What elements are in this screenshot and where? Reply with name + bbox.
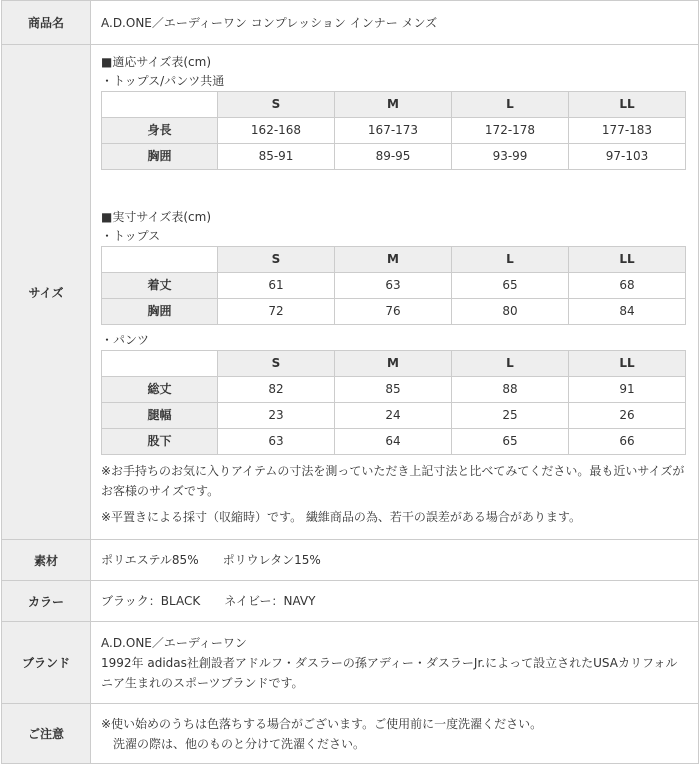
material-value: ポリエステル85% ポリウレタン15%: [91, 540, 699, 581]
spec-row-product-name: [2, 1, 699, 45]
table-cell: 82: [218, 377, 335, 403]
column-header: S: [218, 351, 335, 377]
notice-content: [91, 704, 699, 764]
notice-label: ご注意: [2, 704, 91, 764]
fit-size-table: [101, 91, 686, 170]
table-row: [102, 299, 686, 325]
column-header: L: [452, 247, 569, 273]
table-row: [102, 118, 686, 144]
table-corner: [102, 92, 218, 118]
row-header: 身長: [102, 118, 218, 144]
spec-row-notice: [2, 704, 699, 764]
pants-size-table: [101, 350, 686, 455]
table-cell: 25: [452, 403, 569, 429]
product-name-value: A.D.ONE／エーディーワン コンプレッション インナー メンズ: [91, 1, 699, 45]
column-header: L: [452, 351, 569, 377]
table-cell: 26: [569, 403, 686, 429]
tops-subtitle: ・トップス: [101, 229, 161, 243]
table-cell: 162-168: [218, 118, 335, 144]
table-cell: 66: [569, 429, 686, 455]
table-cell: 167-173: [335, 118, 452, 144]
column-header: M: [335, 92, 452, 118]
table-cell: 65: [452, 429, 569, 455]
table-cell: 72: [218, 299, 335, 325]
column-header: S: [218, 247, 335, 273]
spec-row-color: [2, 581, 699, 622]
table-cell: 24: [335, 403, 452, 429]
brand-label: ブランド: [2, 622, 91, 704]
fit-size-subtitle: ・トップス/パンツ共通: [101, 74, 225, 88]
table-cell: 84: [569, 299, 686, 325]
row-header: 着丈: [102, 273, 218, 299]
size-label: サイズ: [2, 45, 91, 540]
size-content: [91, 45, 699, 540]
table-cell: 80: [452, 299, 569, 325]
column-header: M: [335, 247, 452, 273]
color-label: カラー: [2, 581, 91, 622]
spacer: [101, 170, 688, 189]
table-cell: 61: [218, 273, 335, 299]
brand-name: A.D.ONE／エーディーワン: [101, 635, 247, 650]
brand-content: [91, 622, 699, 704]
table-row: [102, 403, 686, 429]
row-header: 胸囲: [102, 144, 218, 170]
material-label: 素材: [2, 540, 91, 581]
table-cell: 63: [335, 273, 452, 299]
spacer: [101, 189, 688, 208]
column-header: LL: [569, 247, 686, 273]
product-spec-table: [1, 0, 699, 764]
table-cell: 172-178: [452, 118, 569, 144]
row-header: 股下: [102, 429, 218, 455]
table-cell: 85: [335, 377, 452, 403]
table-cell: 85-91: [218, 144, 335, 170]
tops-size-table: [101, 246, 686, 325]
table-row: [102, 429, 686, 455]
row-header: 腿幅: [102, 403, 218, 429]
brand-description: 1992年 adidas社創設者アドルフ・ダスラーの孫アディー・ダスラーJr.によって設立されたUSAカリフォルニア生まれのスポーツブランドです。: [101, 655, 678, 690]
table-cell: 76: [335, 299, 452, 325]
column-header: S: [218, 92, 335, 118]
table-corner: [102, 247, 218, 273]
column-header: L: [452, 92, 569, 118]
table-cell: 65: [452, 273, 569, 299]
color-value: ブラック：BLACK ネイビー：NAVY: [91, 581, 699, 622]
spec-row-material: [2, 540, 699, 581]
row-header: 胸囲: [102, 299, 218, 325]
product-name-label: 商品名: [2, 1, 91, 45]
notice-line-1: ※使い始めのうちは色落ちする場合がございます。ご使用前に一度洗濯ください。: [101, 716, 543, 731]
notice-line-2: 洗濯の際は、他のものと分けて洗濯ください。: [113, 736, 366, 751]
table-cell: 63: [218, 429, 335, 455]
actual-size-title: ■実寸サイズ表(cm): [101, 210, 212, 224]
column-header: LL: [569, 351, 686, 377]
column-header: LL: [569, 92, 686, 118]
row-header: 総丈: [102, 377, 218, 403]
table-row: [102, 377, 686, 403]
size-notes: [101, 461, 688, 527]
table-cell: 177-183: [569, 118, 686, 144]
table-cell: 88: [452, 377, 569, 403]
table-cell: 68: [569, 273, 686, 299]
table-corner: [102, 351, 218, 377]
table-cell: 64: [335, 429, 452, 455]
spec-row-size: [2, 45, 699, 540]
table-row: [102, 273, 686, 299]
table-cell: 93-99: [452, 144, 569, 170]
table-row: [102, 144, 686, 170]
table-cell: 89-95: [335, 144, 452, 170]
table-cell: 23: [218, 403, 335, 429]
size-note-measure: ※お手持ちのお気に入りアイテムの寸法を測っていただき上記寸法と比べてみてください。最も近いサイズがお客様のサイズです。: [101, 464, 685, 498]
size-note-flat: ※平置きによる採寸（収縮時）です。 繊維商品の為、若干の誤差がある場合があります。: [101, 510, 581, 524]
table-cell: 91: [569, 377, 686, 403]
spec-row-brand: [2, 622, 699, 704]
pants-subtitle: ・パンツ: [101, 333, 150, 347]
column-header: M: [335, 351, 452, 377]
fit-size-title: ■適応サイズ表(cm): [101, 55, 212, 69]
table-cell: 97-103: [569, 144, 686, 170]
